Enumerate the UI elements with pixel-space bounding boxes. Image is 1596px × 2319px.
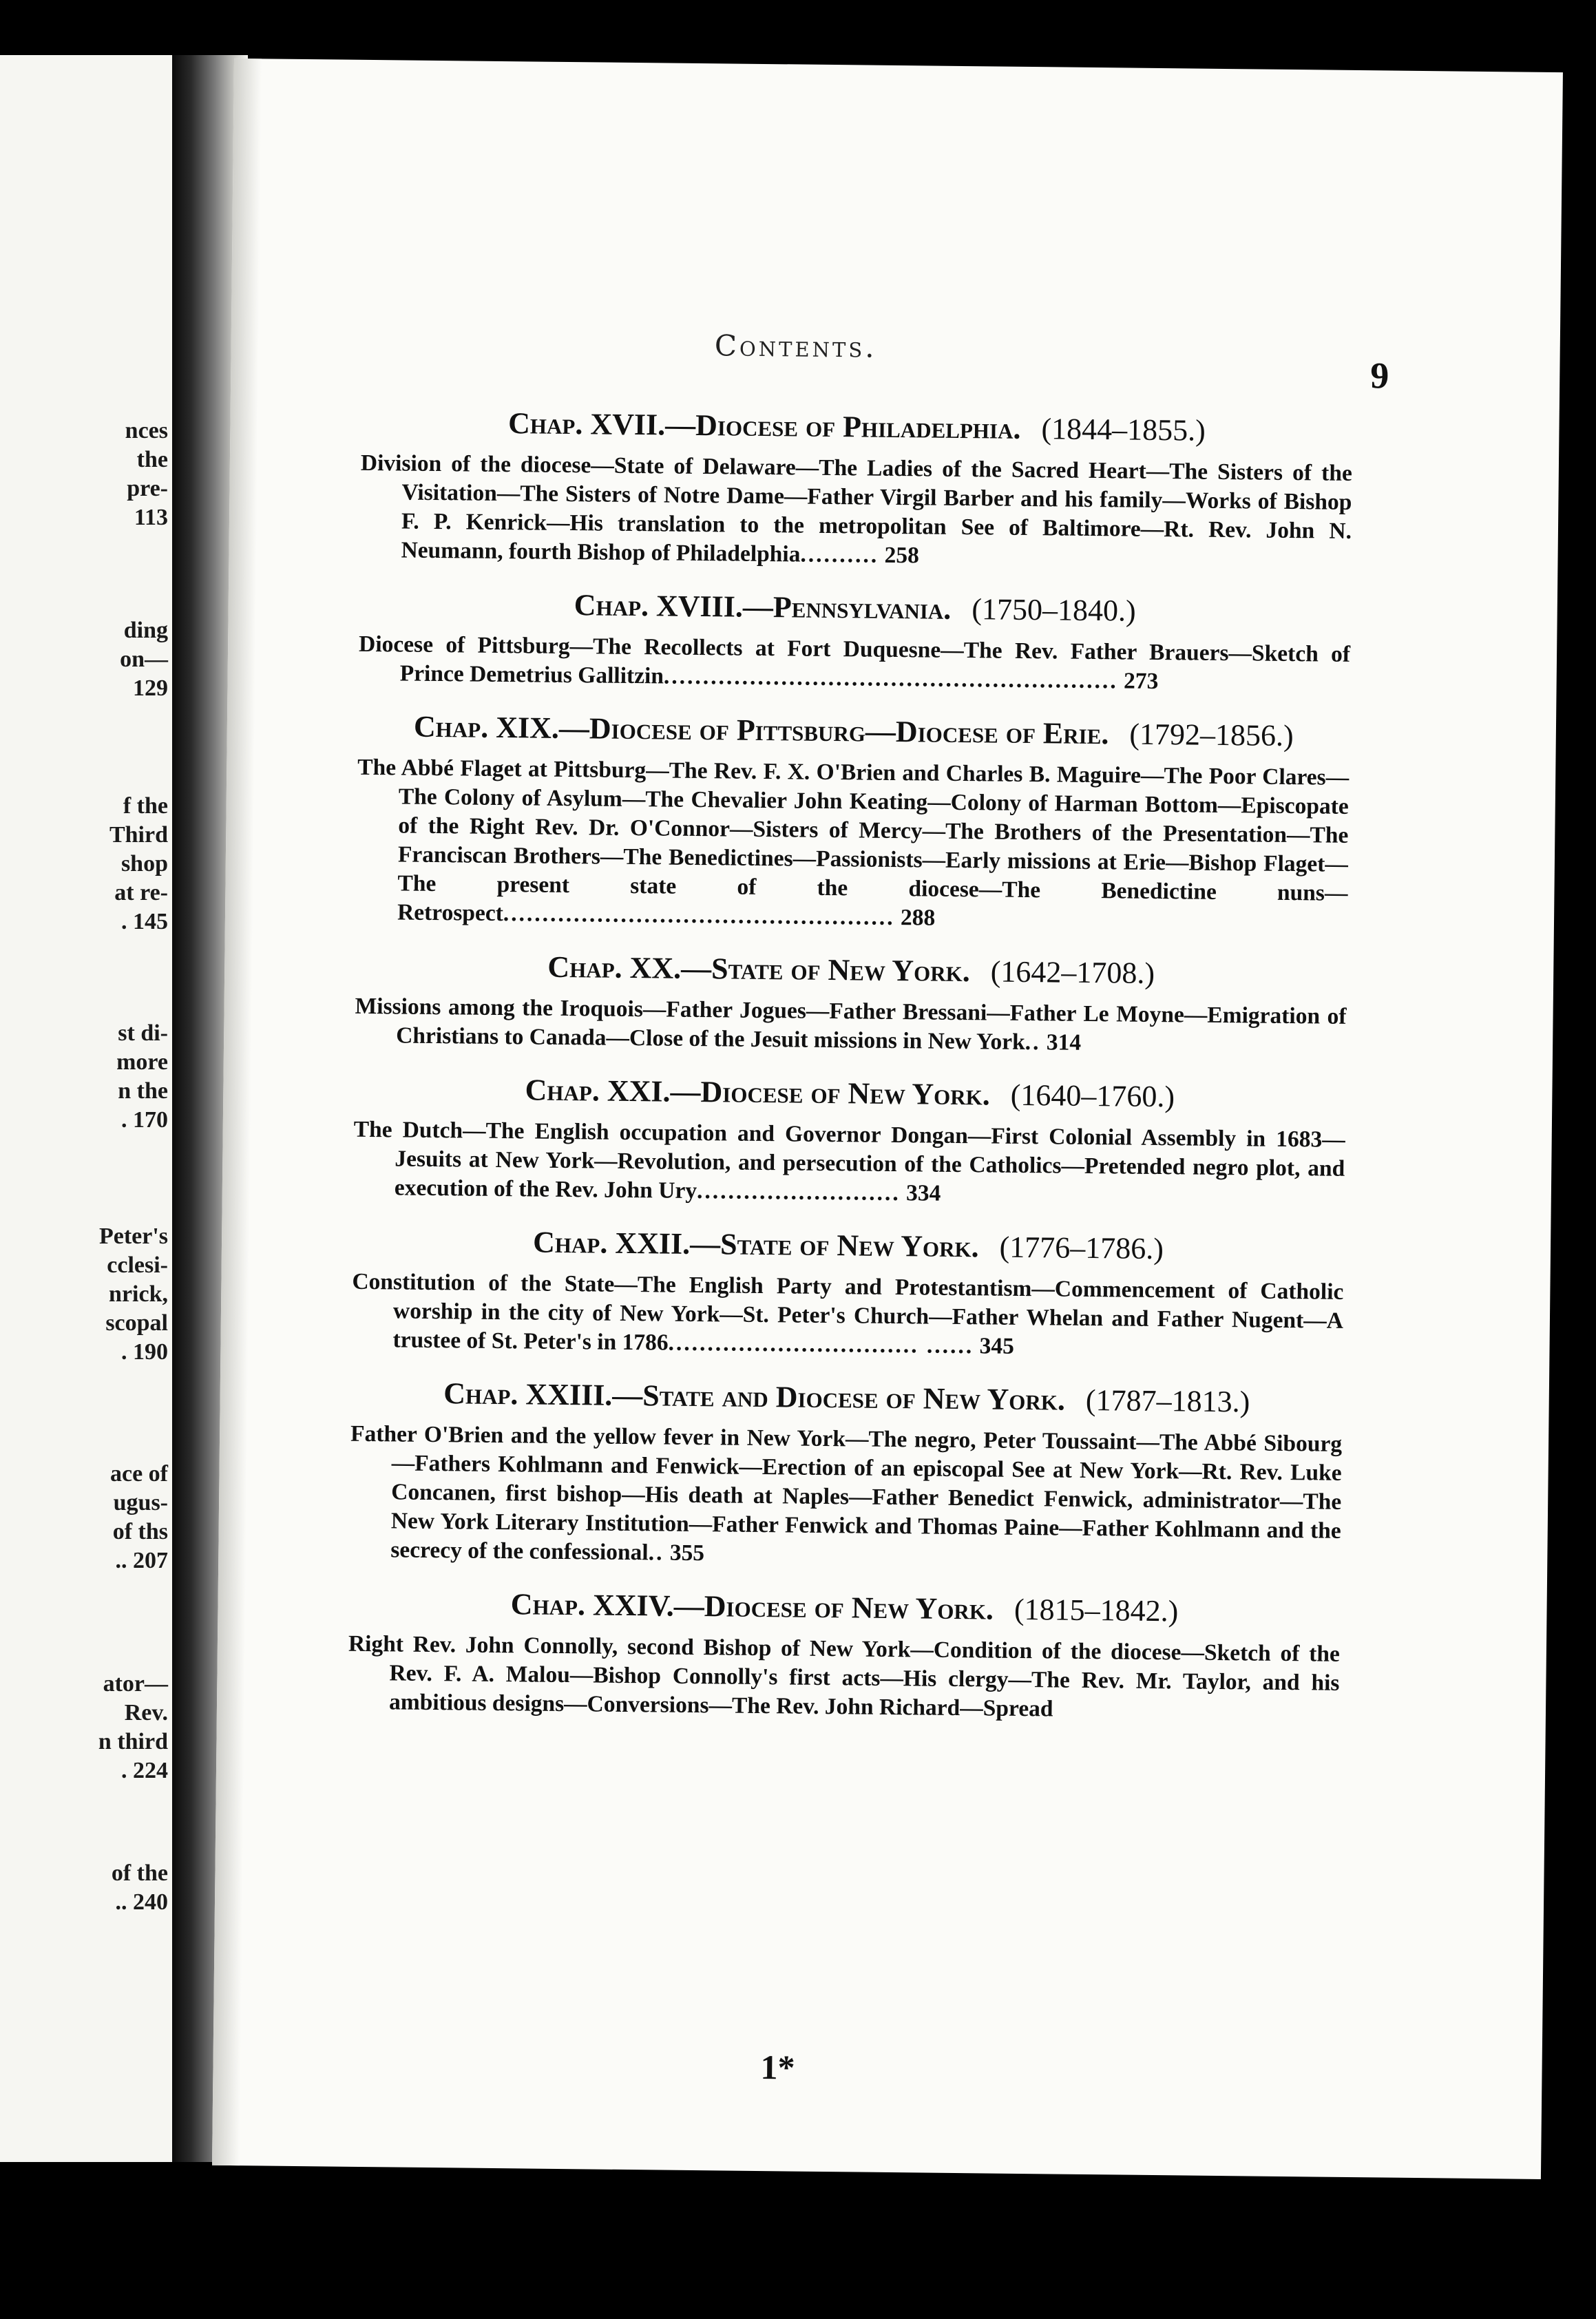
chapter-title [361,404,1352,450]
chapter-entry [358,585,1350,698]
chapter-summary [356,753,1350,937]
chapter-entry [348,1585,1341,1727]
left-line: on— [120,647,168,672]
chapter-summary-text: Right Rev. John Connolly, second Bishop of New York—Condition of the diocese—Sketch of the Rev. F. A. Malou—Bishop Connolly's first acts—His clergy—The Rev. Mr. Taylor, and his ambitious designs—Conversions—The Rev. John Richard—Spread [348,1630,1341,1722]
left-line: ace of [109,1461,168,1487]
chapter-dates: (1750–1840.) [972,592,1136,628]
left-line: of the [111,1860,168,1886]
chapter-page-ref: 345 [979,1333,1015,1359]
left-line: Peter's [98,1224,168,1249]
chapter-summary-text: The Dutch—The English occupation and Governor Dongan—First Colonial Assembly in 1683—Jesuits at New York—Revolution, and persecution of the Catholics—Pretended negro plot, and execution of the Rev. John Ury [353,1116,1345,1204]
chapter-heading: Chap. XXIV.—Diocese of New York. [510,1587,994,1626]
left-line: pre- [127,476,168,501]
left-line: n the [118,1078,168,1104]
chapter-summary [355,992,1347,1060]
dot-leader: .......................... [696,1178,901,1206]
dot-leader: ................................ ...... [668,1330,974,1359]
chapter-summary-text: The Abbé Flaget at Pittsburg—The Rev. F. X. O'Brien and Charles B. Maguire—The Poor Clares—The Colony of Asylum—The Chevalier John Keating—Colony of Harman Bottom—Episcopate of the Right Rev. Dr. O'Connor—Sisters of Mercy—The Brothers of the Presentation—The Franciscan Brothers—The Benedictines—Passionists—Early missions at Erie—Bishop Flaget—The present state of the diocese—The Benedictine nuns—Retrospect [357,754,1350,927]
left-line: . 145 [121,909,168,934]
dot-leader: .. [648,1540,664,1566]
left-line: . 190 [121,1339,168,1365]
left-line: of ths [112,1519,168,1544]
left-line: nrick, [109,1281,168,1307]
left-line: . 224 [121,1758,168,1783]
left-margin-text-group [109,792,168,936]
chapter-heading: Chap. XVIII.—Pennsylvania. [574,588,952,626]
chapter-dates: (1640–1760.) [1010,1078,1175,1114]
table-of-contents [348,404,1353,1748]
left-line: f the [123,793,168,819]
left-line: Rev. [124,1700,168,1725]
left-line: .. 207 [115,1548,168,1573]
left-margin-text-group [110,1460,168,1575]
left-margin-text-group [120,616,168,703]
chapter-title [358,709,1350,754]
chapter-dates: (1844–1855.) [1041,412,1206,448]
chapter-summary-text: Diocese of Pittsburg—The Recollects at Fort Duquesne—The Rev. Father Brauers—Sketch of Prince Demetrius Gallitzin [358,631,1351,689]
chapter-heading: Chap. XIX.—Diocese of Pittsburg—Diocese of Erie. [413,709,1109,751]
chapter-title [359,585,1351,631]
chapter-heading: Chap. XXI.—Diocese of New York. [525,1073,990,1112]
chapter-page-ref: 334 [905,1180,941,1206]
chapter-heading: Chap. XXII.—State of New York. [532,1225,979,1264]
left-line: nces [125,418,168,443]
chapter-entry [353,1071,1346,1213]
left-line: ding [123,618,168,643]
chapter-title [355,947,1347,993]
dot-leader: .................................................. [503,901,895,931]
page-number: 9 [1370,355,1389,397]
chapter-entry [359,404,1352,575]
chapter-dates: (1792–1856.) [1129,717,1294,753]
left-line: scopal [105,1310,168,1336]
chapter-page-ref: 258 [884,542,919,569]
chapter-title [351,1375,1343,1420]
chapter-heading: Chap. XX.—State of New York. [547,949,970,989]
chapter-summary [358,630,1350,698]
left-margin-text-group [98,1670,168,1785]
left-line: more [116,1049,168,1075]
chapter-summary [351,1268,1343,1365]
chapter-summary-text: Father O'Brien and the yellow fever in New York—The negro, Peter Toussaint—The Abbé Sibourg—Fathers Kohlmann and Fenwick—Erection of an episcopal See at New York—Rt. Rev. Luke Concanen, first bishop—His death at Naples—Father Benedict Fenwick, administrator—The New York Literary Institution—Father Fenwick and Thomas Paine—Father Kohlmann and the secrecy of the confessional [350,1420,1343,1566]
chapter-entry [351,1223,1344,1365]
chapter-entry [355,947,1347,1060]
previous-page-edge [0,55,172,2162]
chapter-heading: Chap. XVII.—Diocese of Philadelphia. [507,406,1021,445]
chapter-page-ref: 288 [900,905,936,931]
chapter-heading: Chap. XXIII.—State and Diocese of New York. [443,1376,1066,1417]
chapter-dates: (1815–1842.) [1014,1592,1179,1628]
left-margin-text-group [125,417,168,532]
chapter-summary-text: Division of the diocese—State of Delaware—The Ladies of the Sacred Heart—The Sisters of the Visitation—The Sisters of Notre Dame—Father Virgil Barber and his family—Works of Bishop F. P. Kenrick—His translation to the metropolitan See of Baltimore—Rt. Rev. John N. Neumann, fourth Bishop of Philadelphia [360,450,1353,567]
left-margin-text-group [99,1222,168,1367]
chapter-dates: (1642–1708.) [990,954,1155,990]
left-line: at re- [114,880,168,905]
left-line: ator— [103,1671,168,1697]
contents-page [212,59,1563,2179]
chapter-dates: (1776–1786.) [999,1230,1164,1266]
left-line: 129 [133,675,168,701]
chapter-summary-text: Constitution of the State—The English Party and Protestantism—Commencement of Catholic worship in the city of New York—St. Peter's Church—Father Whelan and Father Nugent—A trustee of St. Peter's in 1786 [352,1268,1344,1356]
signature-mark: 1* [760,2048,795,2087]
chapter-dates: (1787–1813.) [1085,1383,1250,1419]
left-line: . 170 [121,1107,168,1133]
chapter-summary [359,449,1352,575]
running-head: Contents. [714,328,877,364]
left-line: cclesi- [107,1252,168,1278]
chapter-summary [348,1630,1340,1727]
left-line: the [136,447,168,472]
chapter-page-ref: 273 [1123,668,1159,694]
chapter-page-ref: 314 [1046,1029,1082,1056]
chapter-title [354,1071,1345,1116]
chapter-page-ref: 355 [669,1540,705,1566]
left-margin-text-group [116,1019,168,1135]
left-line: ugus- [113,1490,168,1515]
left-line: shop [120,851,168,877]
dot-leader: .......... [800,541,879,568]
chapter-title [353,1223,1344,1268]
left-line: .. 240 [115,1889,168,1915]
left-line: Third [109,822,168,848]
chapter-summary [353,1115,1345,1213]
chapter-entry [349,1375,1343,1575]
chapter-title [348,1585,1340,1630]
left-margin-text-group [112,1859,168,1917]
left-line: n third [98,1729,168,1754]
dot-leader: .......................................................... [663,663,1118,694]
dot-leader: .. [1025,1029,1041,1056]
left-line: 113 [134,505,168,530]
chapter-summary-text: Missions among the Iroquois—Father Jogues—Father Bressani—Father Le Moyne—Emigration of Christians to Canada—Close of the Jesuit missions in New York [355,993,1347,1056]
chapter-entry [356,709,1350,937]
chapter-summary [349,1420,1342,1575]
left-line: st di- [118,1020,168,1046]
